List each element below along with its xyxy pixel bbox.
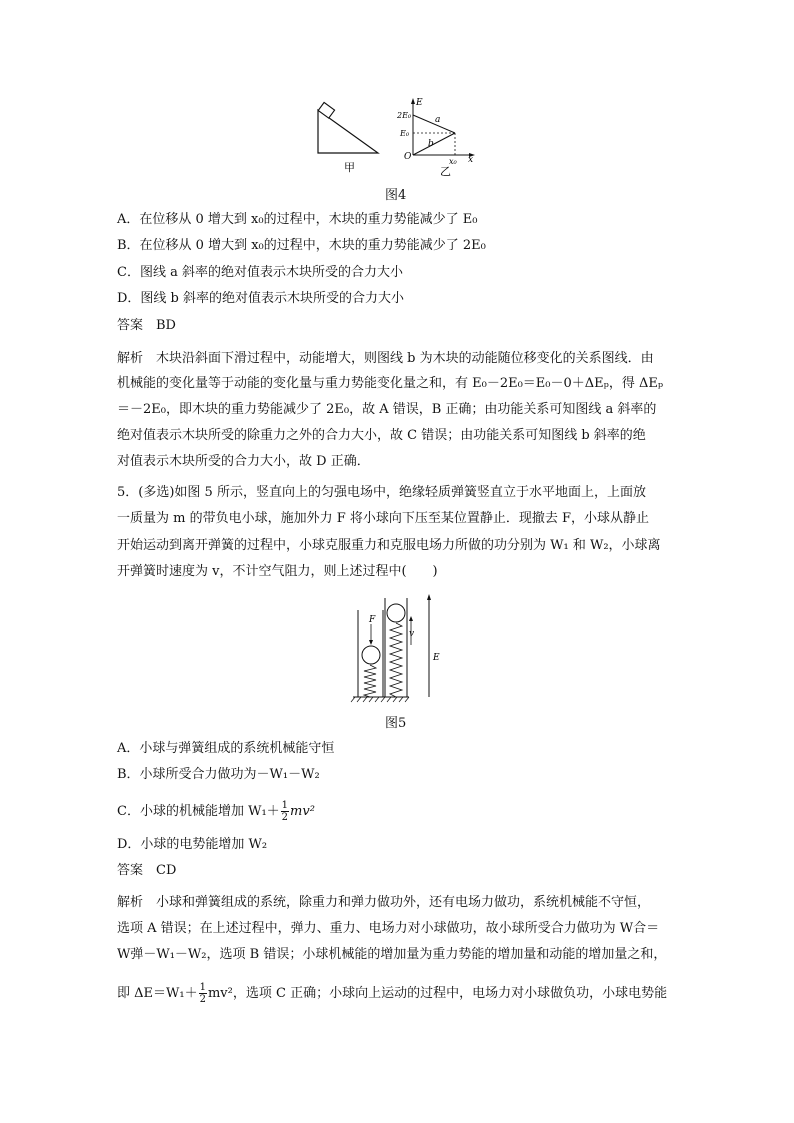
- fig4-axis-e: E: [416, 98, 423, 108]
- q5-stem-line-3: 开始运动到离开弹簧的过程中，小球克服重力和克服电场力所做的功分别为 W₁ 和 W₂，小球离: [117, 538, 661, 553]
- q4-option-c: C．图线 a 斜率的绝对值表示木块所受的合力大小: [117, 265, 403, 280]
- fig5-label-e: E: [433, 653, 440, 663]
- q5-option-c-text: C．小球的机械能增加 W₁＋: [117, 804, 280, 819]
- q5-stem-line-1: 5．(多选)如图 5 所示，竖直向上的匀强电场中，绝缘轻质弹簧竖直立于水平地面上，上面放: [117, 485, 646, 500]
- q5-analysis-line-4: [117, 982, 667, 1005]
- fig4-tick-e0: E₀: [400, 129, 410, 138]
- fig5-label-f: F: [369, 615, 376, 625]
- compressed-spring: [364, 665, 376, 697]
- figure-4-caption: 图4: [385, 188, 407, 203]
- q5-option-d: D．小球的电势能增加 W₂: [117, 837, 268, 852]
- q4-analysis-line-4: 绝对值表示木块所受的除重力之外的合力大小，故 C 错误；由功能关系可知图线 b 斜率的绝: [117, 428, 646, 443]
- line-b: [413, 133, 455, 155]
- fig4-origin: O: [404, 152, 412, 162]
- q4-option-a: A．在位移从 0 增大到 x₀的过程中，木块的重力势能减少了 E₀: [117, 212, 478, 227]
- fig4-line-b-label: b: [428, 139, 434, 149]
- q5-option-a: A．小球与弹簧组成的系统机械能守恒: [117, 741, 335, 756]
- q5-analysis-line-3: W弹－W₁－W₂，选项 B 错误；小球机械能的增加量为重力势能的增加量和动能的增加量之和，: [117, 947, 667, 962]
- q4-option-d: D．图线 b 斜率的绝对值表示木块所受的合力大小: [117, 291, 405, 306]
- q5-option-b: B．小球所受合力做功为－W₁－W₂: [117, 767, 320, 782]
- figure-4: [300, 95, 490, 180]
- fig5-label-v: v: [409, 629, 415, 639]
- q5-analysis-line-4-post: mv²，选项 C 正确；小球向上运动的过程中，电场力对小球做负功，小球电势能: [207, 986, 668, 1001]
- q5-analysis-line-4-pre: 即 ΔE＝W₁＋: [117, 986, 198, 1001]
- q4-analysis-line-3: ＝－2E₀，即木块的重力势能减少了 2E₀，故 A 错误，B 正确；由功能关系可知图线 a 斜率的: [117, 402, 657, 417]
- q4-option-b: B．在位移从 0 增大到 x₀的过程中，木块的重力势能减少了 2E₀: [117, 238, 486, 253]
- q4-answer: 答案 BD: [117, 318, 176, 333]
- line-a: [413, 115, 455, 133]
- ball-right: [387, 604, 405, 622]
- q4-analysis-line-5: 对值表示木块所受的合力大小，故 D 正确．: [117, 454, 370, 469]
- q5-answer: 答案 CD: [117, 863, 177, 878]
- extended-spring: [390, 623, 402, 697]
- ball-left: [362, 646, 380, 664]
- figure-5-caption: 图5: [385, 716, 407, 731]
- q5-option-c-mv2: mv²: [290, 804, 315, 819]
- incline-diagram: [318, 102, 378, 153]
- fig4-line-a-label: a: [435, 115, 441, 125]
- q4-analysis-line-1: 解析 木块沿斜面下滑过程中，动能增大，则图线 b 为木块的动能随位移变化的关系图线．由: [117, 351, 654, 366]
- fig4-tick-2e0: 2E₀: [397, 111, 412, 120]
- q5-analysis-line-2: 选项 A 错误；在上述过程中，弹力、重力、电场力对小球做功，故小球所受合力做功为 W合＝: [117, 921, 660, 936]
- fraction-one-half: $\frac{1}{2}$: [281, 800, 289, 823]
- q5-stem-line-4: 开弹簧时速度为 v，不计空气阻力，则上述过程中( ): [117, 564, 438, 579]
- fig4-tick-x0: x₀: [449, 157, 457, 166]
- fig4-label-jia: 甲: [344, 161, 355, 174]
- q5-option-c: [117, 800, 315, 823]
- q5-analysis-line-1: 解析 小球和弹簧组成的系统，除重力和弹力做功外，还有电场力做功，系统机械能不守恒，: [117, 895, 651, 910]
- fraction-one-half-analysis: $\frac{1}{2}$: [199, 982, 206, 1005]
- figure-5: [345, 590, 455, 705]
- q4-analysis-line-2: 机械能的变化量等于动能的变化量与重力势能变化量之和，有 E₀－2E₀＝E₀－0＋ΔEₚ，得 ΔEₚ: [117, 376, 664, 391]
- fig4-axis-x: x: [468, 155, 474, 165]
- fig4-label-yi: 乙: [440, 165, 451, 178]
- q5-stem-line-2: 一质量为 m 的带负电小球，施加外力 F 将小球向下压至某位置静止．现撤去 F，小球从静止: [117, 511, 650, 526]
